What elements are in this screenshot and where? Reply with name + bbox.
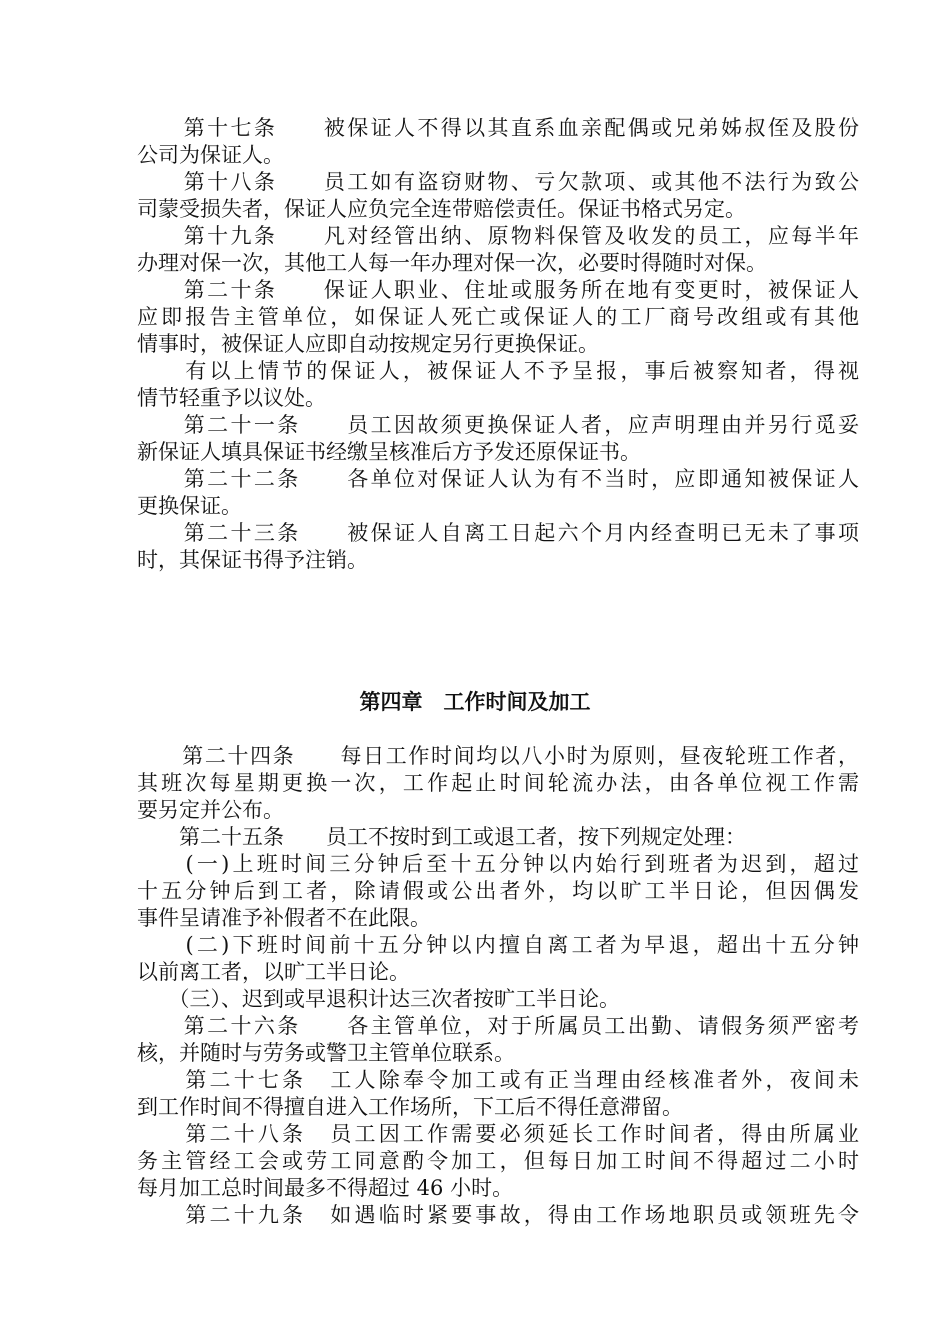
text-line: 其班次每星期更换一次，工作起止时间轮流办法，由各单位视工作需: [137, 771, 859, 795]
text-line: 每月加工总时间最多不得超过 46 小时。: [137, 1176, 514, 1200]
text-line: 以前离工者，以旷工半日论。: [137, 960, 410, 984]
text-line: 事件呈请准予补假者不在此限。: [137, 906, 431, 930]
text-line: 要另定并公布。: [137, 798, 284, 822]
text-line: 情事时，被保证人应即自动按规定另行更换保证。: [137, 332, 599, 356]
text-line: 第二十七条 工人除奉令加工或有正当理由经核准者外，夜间未: [137, 1068, 859, 1092]
section-guarantor-articles: [137, 115, 859, 574]
section-working-hours-articles: [137, 743, 859, 1229]
text-line: 司蒙受损失者，保证人应负完全连带赔偿责任。保证书格式另定。: [137, 197, 746, 221]
text-line: 第二十二条 各单位对保证人认为有不当时，应即通知被保证人: [137, 467, 859, 491]
text-line: 务主管经工会或劳工同意酌令加工，但每日加工时间不得超过二小时: [137, 1149, 859, 1173]
text-line: 公司为保证人。: [137, 143, 284, 167]
text-line: 第二十八条 员工因工作需要必须延长工作时间者，得由所属业: [137, 1122, 859, 1146]
text-line: 十五分钟后到工者，除请假或公出者外，均以旷工半日论，但因偶发: [137, 879, 859, 903]
text-line: 时，其保证书得予注销。: [137, 548, 368, 572]
text-line: 更换保证。: [137, 494, 242, 518]
text-line: 新保证人填具保证书经缴呈核准后方予发还原保证书。: [137, 440, 641, 464]
chapter-title: 第四章 工作时间及加工: [359, 689, 591, 714]
text-line: 核，并随时与劳务或警卫主管单位联系。: [137, 1041, 515, 1065]
text-line: 办理对保一次，其他工人每一年办理对保一次，必要时得随时对保。: [137, 251, 767, 275]
text-line: 第十八条 员工如有盗窃财物、亏欠款项、或其他不法行为致公: [137, 170, 859, 194]
text-line: 应即报告主管单位，如保证人死亡或保证人的工厂商号改组或有其他: [137, 305, 859, 329]
text-line: 第二十四条 每日工作时间均以八小时为原则，昼夜轮班工作者，: [137, 744, 859, 768]
text-line: 第二十一条 员工因故须更换保证人者，应声明理由并另行觅妥: [137, 413, 859, 437]
text-line: 第十九条 凡对经管出纳、原物料保管及收发的员工，应每半年: [137, 224, 859, 248]
text-line: 第二十五条 员工不按时到工或退工者，按下列规定处理：: [137, 825, 746, 849]
text-line: 有以上情节的保证人，被保证人不予呈报，事后被察知者，得视: [137, 359, 859, 383]
text-line: （三）、迟到或早退积计达三次者按旷工半日论。: [137, 987, 620, 1011]
text-line: 第二十九条 如遇临时紧要事故，得由工作场地职员或领班先令: [137, 1203, 859, 1227]
text-line: 情节轻重予以议处。: [137, 386, 326, 410]
text-line: 第二十三条 被保证人自离工日起六个月内经查明已无未了事项: [137, 521, 859, 545]
text-line: (二)下班时间前十五分钟以内擅自离工者为早退，超出十五分钟: [137, 933, 859, 957]
text-line: 到工作时间不得擅自进入工作场所，下工后不得任意滞留。: [137, 1095, 683, 1119]
text-line: 第十七条 被保证人不得以其直系血亲配偶或兄弟姊叔侄及股份: [137, 116, 859, 140]
text-line: 第二十六条 各主管单位，对于所属员工出勤、请假务须严密考: [137, 1014, 859, 1038]
text-line: (一)上班时间三分钟后至十五分钟以内始行到班者为迟到，超过: [137, 852, 859, 876]
text-line: 第二十条 保证人职业、住址或服务所在地有变更时，被保证人: [137, 278, 859, 302]
